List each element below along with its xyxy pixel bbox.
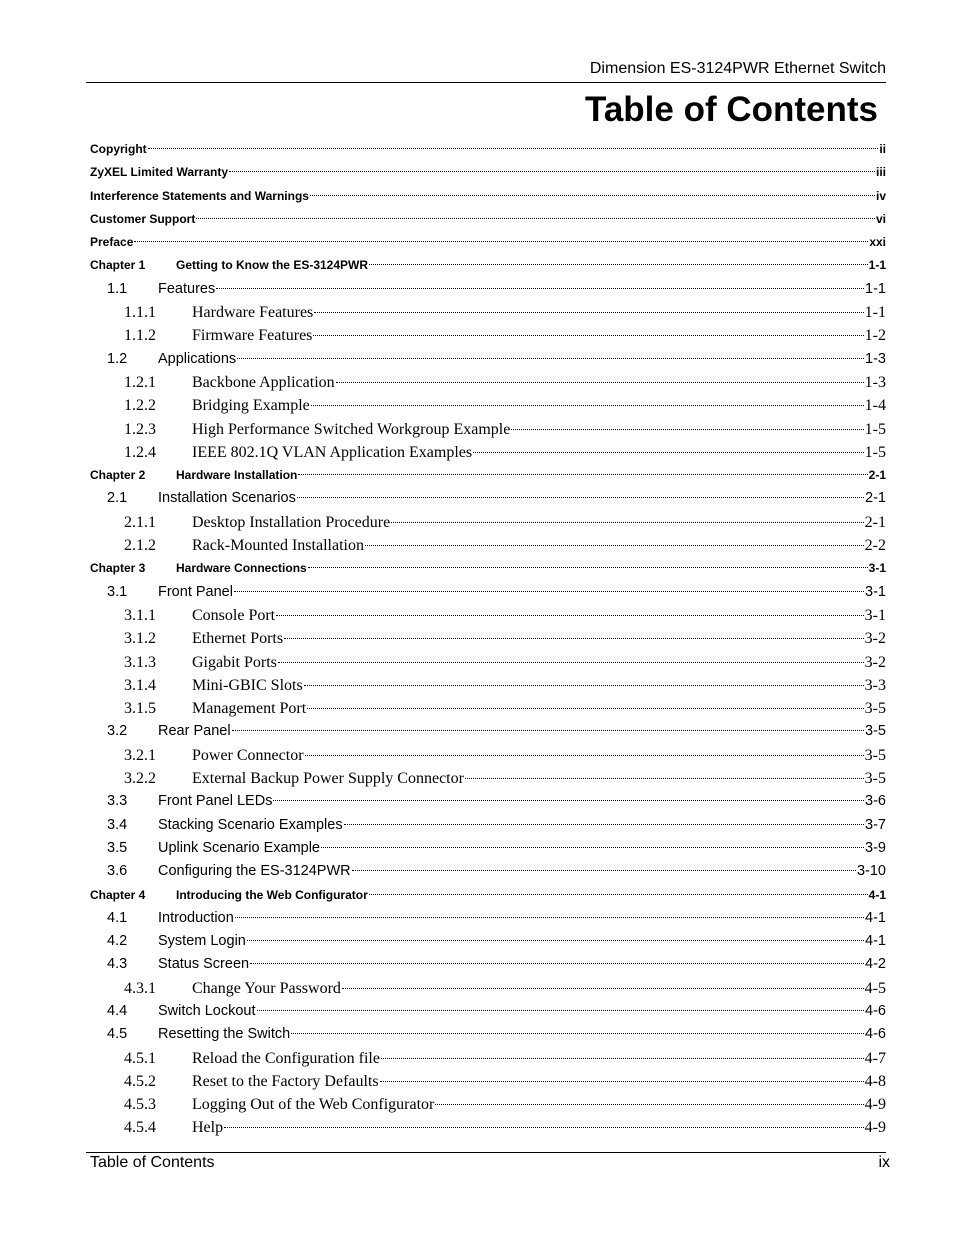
toc-entry-title: Getting to Know the ES-3124PWR <box>176 258 369 273</box>
toc-entry-number: Chapter 3 <box>90 561 146 576</box>
toc-entry[interactable] <box>90 557 886 580</box>
toc-entry-number: 1.2.4 <box>124 443 156 461</box>
toc-entry[interactable] <box>90 1116 886 1139</box>
toc-entry[interactable] <box>90 441 886 464</box>
toc-entry[interactable] <box>90 790 886 813</box>
toc-entry-title: Hardware Installation <box>176 468 298 483</box>
toc-entry-page: 3-2 <box>864 653 886 671</box>
dot-leader <box>365 545 864 546</box>
toc-entry-page: vi <box>875 211 886 226</box>
toc-entry-title: Gigabit Ports <box>192 653 277 671</box>
toc-entry-title: Customer Support <box>90 211 196 226</box>
dot-leader <box>234 591 864 592</box>
toc-entry-page: 1-1 <box>865 280 886 297</box>
toc-entry-page: 3-5 <box>864 746 886 764</box>
toc-entry-title: Features <box>158 280 216 297</box>
toc-entry-number: 1.1.1 <box>124 304 156 322</box>
dot-leader <box>237 358 864 359</box>
toc-entry-number: 4.2 <box>107 933 128 950</box>
toc-entry-number: 3.1.3 <box>124 653 156 671</box>
toc-entry-page: 1-5 <box>864 420 886 438</box>
toc-entry[interactable] <box>90 744 886 767</box>
toc-entry-number: 4.3 <box>107 956 128 973</box>
toc-entry-page: iii <box>875 165 886 180</box>
toc-entry-title: Preface <box>90 235 134 250</box>
toc-entry-title: Front Panel <box>158 583 233 600</box>
toc-entry-page: 1-3 <box>864 373 886 391</box>
toc-entry-number: 2.1 <box>107 490 128 507</box>
toc-entry-page: 1-1 <box>868 258 886 273</box>
toc-entry[interactable] <box>90 371 886 394</box>
toc-entry-title: Hardware Features <box>192 304 314 322</box>
toc-entry-title: Front Panel LEDs <box>158 793 273 810</box>
toc-entry-number: 3.1 <box>107 583 128 600</box>
toc-entry[interactable] <box>90 674 886 697</box>
toc-entry-page: 4-7 <box>864 1049 886 1067</box>
toc-entry-page: 4-6 <box>865 1002 886 1019</box>
toc-entry[interactable] <box>90 1093 886 1116</box>
toc-entry-number: 4.1 <box>107 909 128 926</box>
toc-entry[interactable] <box>90 907 886 930</box>
toc-entry-number: 3.6 <box>107 863 128 880</box>
toc-entry-title: Switch Lockout <box>158 1002 256 1019</box>
dot-leader <box>297 497 864 498</box>
toc-entry-page: xxi <box>869 235 886 250</box>
toc-entry-title: Help <box>192 1119 224 1137</box>
dot-leader <box>336 382 864 383</box>
toc-entry[interactable] <box>90 977 886 1000</box>
toc-entry-number: 4.5.1 <box>124 1049 156 1067</box>
dot-leader <box>273 800 864 801</box>
toc-entry[interactable] <box>90 348 886 371</box>
toc-entry[interactable] <box>90 511 886 534</box>
toc-entry-page: 1-4 <box>864 397 886 415</box>
toc-entry-title: Applications <box>158 350 237 367</box>
dot-leader <box>310 195 875 196</box>
toc-entry-number: Chapter 1 <box>90 258 146 273</box>
toc-entry-number: 4.5.3 <box>124 1096 156 1114</box>
dot-leader <box>342 988 864 989</box>
toc-entry[interactable] <box>90 697 886 720</box>
footer-rule <box>86 1152 886 1153</box>
toc-entry-title: Backbone Application <box>192 373 335 391</box>
toc-entry-number: 4.3.1 <box>124 979 156 997</box>
toc-entry-page: 4-5 <box>864 979 886 997</box>
dot-leader <box>224 1127 864 1128</box>
toc-entry-number: 1.2.1 <box>124 373 156 391</box>
toc-entry[interactable] <box>90 208 886 231</box>
dot-leader <box>235 917 864 918</box>
toc-entry-number: 3.1.1 <box>124 606 156 624</box>
toc-entry[interactable] <box>90 953 886 976</box>
toc-entry-title: Resetting the Switch <box>158 1026 291 1043</box>
toc-entry-page: 1-2 <box>864 327 886 345</box>
toc-entry-title: High Performance Switched Workgroup Example <box>192 420 511 438</box>
dot-leader <box>148 148 879 149</box>
toc-entry[interactable] <box>90 651 886 674</box>
toc-entry-page: 2-2 <box>864 537 886 555</box>
toc-entry-title: ZyXEL Limited Warranty <box>90 165 229 180</box>
dot-leader <box>369 264 868 265</box>
toc-entry-page: 1-5 <box>864 443 886 461</box>
dot-leader <box>284 638 864 639</box>
toc-entry-number: 3.2.1 <box>124 746 156 764</box>
toc-entry-page: 3-5 <box>864 770 886 788</box>
toc-entry-title: External Backup Power Supply Connector <box>192 770 464 788</box>
toc-entry-page: iv <box>875 188 886 203</box>
toc-entry-title: Rack-Mounted Installation <box>192 537 364 555</box>
toc-entry-number: 1.1 <box>107 280 128 297</box>
toc-entry-title: IEEE 802.1Q VLAN Application Examples <box>192 443 473 461</box>
toc-entry-title: Status Screen <box>158 956 250 973</box>
toc-entry-title: Stacking Scenario Examples <box>158 816 343 833</box>
dot-leader <box>250 963 864 964</box>
dot-leader <box>134 241 868 242</box>
toc-entry[interactable] <box>90 581 886 604</box>
dot-leader <box>216 288 864 289</box>
toc-entry-title: Power Connector <box>192 746 304 764</box>
toc-entry[interactable] <box>90 1047 886 1070</box>
toc-entry[interactable] <box>90 278 886 301</box>
dot-leader <box>232 730 864 731</box>
dot-leader <box>298 474 867 475</box>
toc-entry-page: 4-1 <box>865 909 886 926</box>
toc-entry-title: Ethernet Ports <box>192 630 284 648</box>
toc-entry-title: Management Port <box>192 700 307 718</box>
toc-entry-title: Introducing the Web Configurator <box>176 887 368 902</box>
dot-leader <box>229 171 875 172</box>
toc-entry-number: 4.5.4 <box>124 1119 156 1137</box>
toc-entry-title: Copyright <box>90 142 147 156</box>
toc-entry-number: 4.5 <box>107 1026 128 1043</box>
toc-entry-number: 1.2.3 <box>124 420 156 438</box>
toc-entry-page: 4-2 <box>865 956 886 973</box>
toc-entry-number: 3.2.2 <box>124 770 156 788</box>
toc-entry[interactable] <box>90 161 886 184</box>
toc-entry[interactable] <box>90 487 886 510</box>
toc-entry-number: 1.2 <box>107 350 128 367</box>
toc-entry-title: Uplink Scenario Example <box>158 839 320 856</box>
toc-entry-page: 3-7 <box>865 816 886 833</box>
toc-entry[interactable] <box>90 418 886 441</box>
toc-entry-number: 4.4 <box>107 1002 128 1019</box>
dot-leader <box>305 755 864 756</box>
toc-entry[interactable] <box>90 464 886 487</box>
dot-leader <box>435 1104 863 1105</box>
toc-entry-number: 2.1.1 <box>124 513 156 531</box>
toc-entry-number: 3.1.4 <box>124 676 156 694</box>
dot-leader <box>276 615 864 616</box>
toc-entry-page: 3-6 <box>865 793 886 810</box>
dot-leader <box>196 218 875 219</box>
toc-entry[interactable] <box>90 837 886 860</box>
dot-leader <box>344 824 864 825</box>
toc-entry-page: 2-1 <box>865 490 886 507</box>
header-rule <box>86 82 886 83</box>
footer-page-number: ix <box>878 1154 890 1171</box>
dot-leader <box>380 1081 864 1082</box>
dot-leader <box>307 708 863 709</box>
dot-leader <box>308 567 868 568</box>
dot-leader <box>465 778 864 779</box>
toc-entry-title: Interference Statements and Warnings <box>90 188 309 203</box>
toc-entry[interactable] <box>90 860 886 883</box>
toc-entry-title: Reload the Configuration file <box>192 1049 380 1067</box>
running-header: Dimension ES-3124PWR Ethernet Switch <box>589 60 886 77</box>
toc-entry-number: 3.4 <box>107 816 128 833</box>
toc-entry-number: 4.5.2 <box>124 1072 156 1090</box>
toc-entry-number: 3.5 <box>107 839 128 856</box>
toc-entry[interactable] <box>90 185 886 208</box>
dot-leader <box>511 429 863 430</box>
toc-entry[interactable] <box>90 767 886 790</box>
toc-entry-number: 3.1.2 <box>124 630 156 648</box>
toc-entry-number: Chapter 4 <box>90 887 146 902</box>
toc-entry-page: 3-5 <box>865 723 886 740</box>
toc-entry[interactable] <box>90 254 886 277</box>
toc-entry-page: 4-1 <box>865 933 886 950</box>
toc-entry[interactable] <box>90 1023 886 1046</box>
toc-entry-number: 2.1.2 <box>124 537 156 555</box>
table-of-contents <box>90 138 886 1140</box>
toc-entry-number: Chapter 2 <box>90 468 146 483</box>
toc-entry[interactable] <box>90 301 886 324</box>
toc-entry-page: 3-1 <box>868 561 886 576</box>
toc-entry-page: 4-6 <box>865 1026 886 1043</box>
dot-leader <box>381 1058 864 1059</box>
toc-entry-page: 3-5 <box>864 700 886 718</box>
dot-leader <box>313 335 863 336</box>
toc-entry-title: Console Port <box>192 606 276 624</box>
toc-entry-title: Firmware Features <box>192 327 313 345</box>
toc-entry[interactable] <box>90 1000 886 1023</box>
toc-entry[interactable] <box>90 627 886 650</box>
toc-entry-title: Introduction <box>158 909 234 926</box>
toc-entry-page: 3-1 <box>864 606 886 624</box>
dot-leader <box>291 1033 864 1034</box>
dot-leader <box>369 894 868 895</box>
toc-entry-page: 1-1 <box>864 304 886 322</box>
toc-entry-page: 2-1 <box>868 468 886 483</box>
toc-entry-title: Mini-GBIC Slots <box>192 676 303 694</box>
toc-entry-title: Reset to the Factory Defaults <box>192 1072 379 1090</box>
toc-entry-number: 3.2 <box>107 723 128 740</box>
toc-entry[interactable] <box>90 814 886 837</box>
toc-entry-page: 1-3 <box>865 350 886 367</box>
toc-entry-number: 3.3 <box>107 793 128 810</box>
toc-entry-number: 1.1.2 <box>124 327 156 345</box>
dot-leader <box>391 522 864 523</box>
toc-entry[interactable] <box>90 324 886 347</box>
toc-entry[interactable] <box>90 604 886 627</box>
toc-entry-title: Desktop Installation Procedure <box>192 513 391 531</box>
dot-leader <box>304 685 864 686</box>
toc-entry[interactable] <box>90 231 886 254</box>
toc-entry-page: 3-3 <box>864 676 886 694</box>
toc-entry-title: Configuring the ES-3124PWR <box>158 863 351 880</box>
dot-leader <box>321 847 864 848</box>
toc-entry-title: Bridging Example <box>192 397 310 415</box>
dot-leader <box>257 1010 865 1011</box>
toc-entry[interactable] <box>90 1070 886 1093</box>
toc-entry[interactable] <box>90 720 886 743</box>
toc-entry-page: ii <box>879 142 886 156</box>
toc-entry-number: 3.1.5 <box>124 700 156 718</box>
page-title: Table of Contents <box>585 90 878 129</box>
toc-entry-page: 3-10 <box>856 863 886 880</box>
toc-entry-title: Hardware Connections <box>176 561 307 576</box>
toc-entry-page: 3-1 <box>865 583 886 600</box>
dot-leader <box>314 312 863 313</box>
toc-entry[interactable] <box>90 138 886 161</box>
toc-entry[interactable] <box>90 534 886 557</box>
toc-entry-page: 3-9 <box>865 839 886 856</box>
toc-entry-page: 3-2 <box>864 630 886 648</box>
toc-entry-number: 1.2.2 <box>124 397 156 415</box>
toc-entry-title: Change Your Password <box>192 979 341 997</box>
dot-leader <box>311 405 864 406</box>
toc-entry[interactable] <box>90 884 886 907</box>
toc-entry-title: Rear Panel <box>158 723 231 740</box>
toc-entry-title: System Login <box>158 933 246 950</box>
toc-entry-title: Logging Out of the Web Configurator <box>192 1096 435 1114</box>
toc-entry-page: 4-9 <box>864 1096 886 1114</box>
toc-entry-title: Installation Scenarios <box>158 490 296 507</box>
dot-leader <box>278 662 864 663</box>
toc-entry[interactable] <box>90 394 886 417</box>
footer-section-title: Table of Contents <box>90 1154 215 1171</box>
toc-entry[interactable] <box>90 930 886 953</box>
toc-entry-page: 4-9 <box>864 1119 886 1137</box>
dot-leader <box>352 870 856 871</box>
toc-entry-page: 4-8 <box>864 1072 886 1090</box>
toc-entry-page: 2-1 <box>864 513 886 531</box>
toc-entry-page: 4-1 <box>868 887 886 902</box>
dot-leader <box>473 452 864 453</box>
dot-leader <box>247 940 864 941</box>
